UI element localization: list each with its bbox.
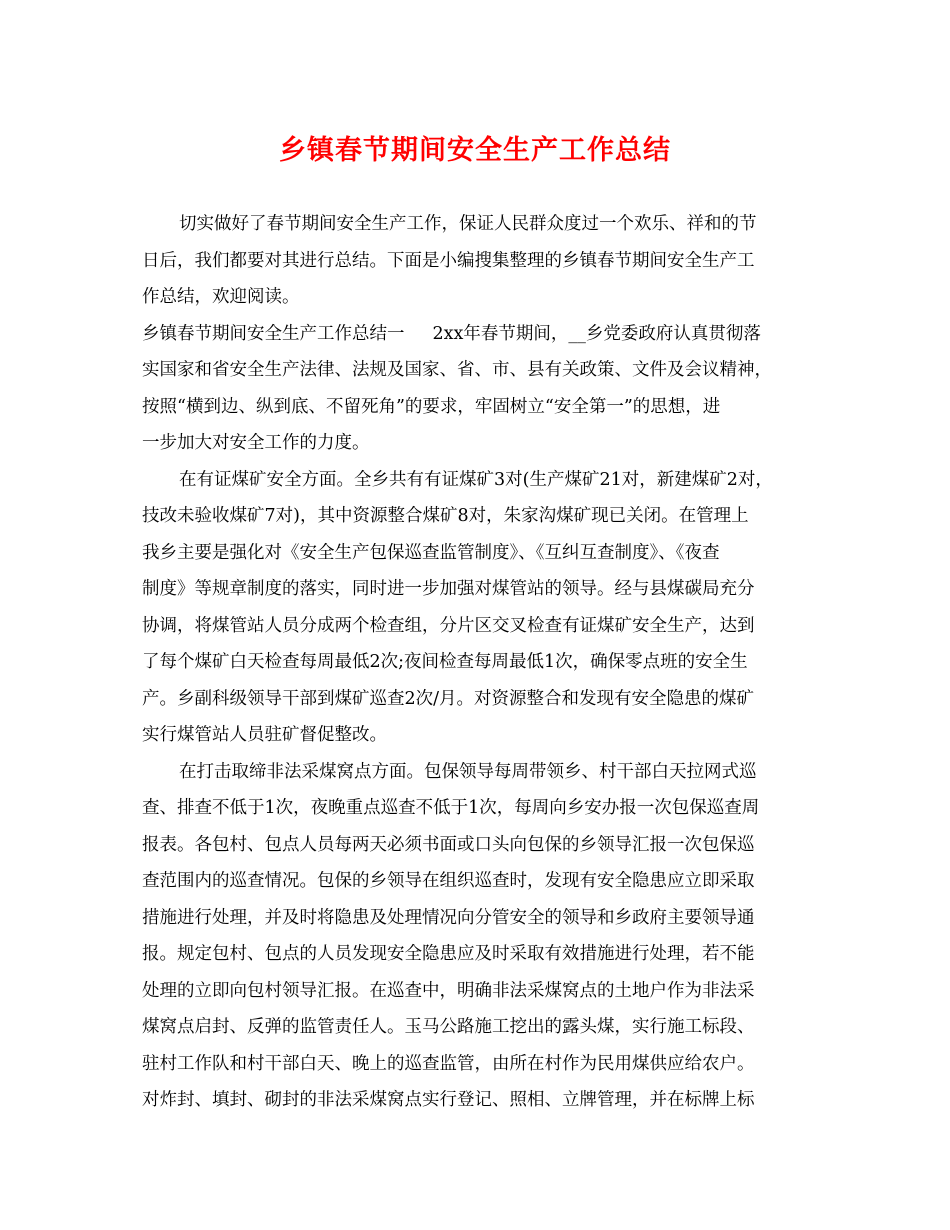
text-line-content: 日后，我们都要对其进行总结。下面是小编搜集整理的乡镇春节期间安全生产工 bbox=[142, 250, 755, 271]
text-line bbox=[142, 279, 822, 316]
text-line bbox=[142, 389, 822, 426]
text-line bbox=[142, 790, 822, 827]
text-line bbox=[142, 1082, 822, 1119]
text-line bbox=[142, 462, 822, 499]
text-line-content: 对炸封、填封、砌封的非法采煤窝点实行登记、照相、立牌管理，并在标牌上标 bbox=[142, 1090, 755, 1110]
text-line bbox=[142, 717, 822, 754]
text-line-content: 乡镇春节期间安全生产工作总结一 bbox=[142, 323, 405, 344]
text-line-content: 在有证煤矿安全方面。全乡共有有证煤矿3对(生产煤矿21对，新建煤矿2对， bbox=[179, 469, 773, 490]
text-line bbox=[142, 863, 822, 900]
text-line bbox=[142, 316, 822, 353]
text-line-content: 一步加大对安全工作的力度。 bbox=[142, 433, 370, 453]
document-body bbox=[142, 206, 822, 1119]
text-line bbox=[142, 243, 822, 280]
text-line-content: 报。规定包村、包点的人员发现安全隐患应及时采取有效措施进行处理，若不能 bbox=[142, 944, 755, 964]
text-line bbox=[142, 1009, 822, 1046]
text-line bbox=[142, 535, 822, 572]
text-line-content: 煤窝点启封、反弹的监管责任人。玉马公路施工挖出的露头煤，实行施工标段、 bbox=[142, 1017, 755, 1037]
text-line bbox=[142, 754, 822, 791]
text-line-content: 报表。各包村、包点人员每两天必须书面或口头向包保的乡领导汇报一次包保巡 bbox=[142, 834, 755, 855]
text-line-content: 查、排查不低于1次，夜晚重点巡查不低于1次，每周向乡安办报一次包保巡查周 bbox=[142, 798, 760, 818]
document-title: 乡镇春节期间安全生产工作总结 bbox=[279, 135, 671, 166]
text-line bbox=[142, 827, 822, 864]
text-line-content: 实行煤管站人员驻矿督促整改。 bbox=[142, 725, 387, 745]
text-line bbox=[142, 973, 822, 1010]
text-line bbox=[142, 425, 822, 462]
text-line bbox=[142, 681, 822, 718]
text-line-content: 制度》等规章制度的落实，同时进一步加强对煤管站的领导。经与县煤碳局充分 bbox=[142, 579, 755, 599]
text-line-content: 处理的立即向包村领导汇报。在巡查中，明确非法采煤窝点的土地户作为非法采 bbox=[142, 980, 755, 1001]
text-line bbox=[142, 1046, 822, 1083]
text-line bbox=[142, 608, 822, 645]
text-line-content: 作总结，欢迎阅读。 bbox=[142, 287, 300, 307]
text-line-content: 技改未验收煤矿7对)，其中资源整合煤矿8对，朱家沟煤矿现已关闭。在管理上 bbox=[142, 506, 749, 526]
text-line-content: 驻村工作队和村干部白天、晚上的巡查监管，由所在村作为民用煤供应给农户。 bbox=[142, 1053, 755, 1074]
text-line-content: 了每个煤矿白天检查每周最低2次;夜间检查每周最低1次，确保零点班的安全生 bbox=[142, 652, 748, 672]
text-line-content: 查范围内的巡查情况。包保的乡领导在组织巡查时，发现有安全隐患应立即采取 bbox=[142, 871, 755, 891]
text-line bbox=[142, 206, 822, 243]
text-line bbox=[142, 644, 822, 681]
text-line bbox=[142, 936, 822, 973]
text-line bbox=[142, 352, 822, 389]
text-line-content: 协调，将煤管站人员分成两个检查组，分片区交叉检查有证煤矿安全生产，达到 bbox=[142, 615, 755, 636]
text-line bbox=[142, 900, 822, 937]
text-line-content: 在打击取缔非法采煤窝点方面。包保领导每周带领乡、村干部白天拉网式巡 bbox=[179, 761, 757, 782]
text-line-content: 我乡主要是强化对《安全生产包保巡查监管制度》、《互纠互查制度》、《夜查 bbox=[142, 542, 720, 563]
text-line bbox=[142, 571, 822, 608]
text-line bbox=[142, 498, 822, 535]
text-line-tail: 2xx年春节期间，__乡党委政府认真贯彻落 bbox=[432, 323, 761, 344]
text-line-content: 措施进行处理，并及时将隐患及处理情况向分管安全的领导和乡政府主要领导通 bbox=[142, 907, 755, 928]
text-line-content: 按照“横到边、纵到底、不留死角”的要求，牢固树立“安全第一”的思想，进 bbox=[142, 396, 721, 417]
text-line-content: 实国家和省安全生产法律、法规及国家、省、市、县有关政策、文件及会议精神， bbox=[142, 360, 772, 380]
text-line-content: 产。乡副科级领导干部到煤矿巡查2次/月。对资源整合和发现有安全隐患的煤矿 bbox=[142, 688, 755, 709]
text-line-content: 切实做好了春节期间安全生产工作，保证人民群众度过一个欢乐、祥和的节 bbox=[179, 214, 757, 234]
